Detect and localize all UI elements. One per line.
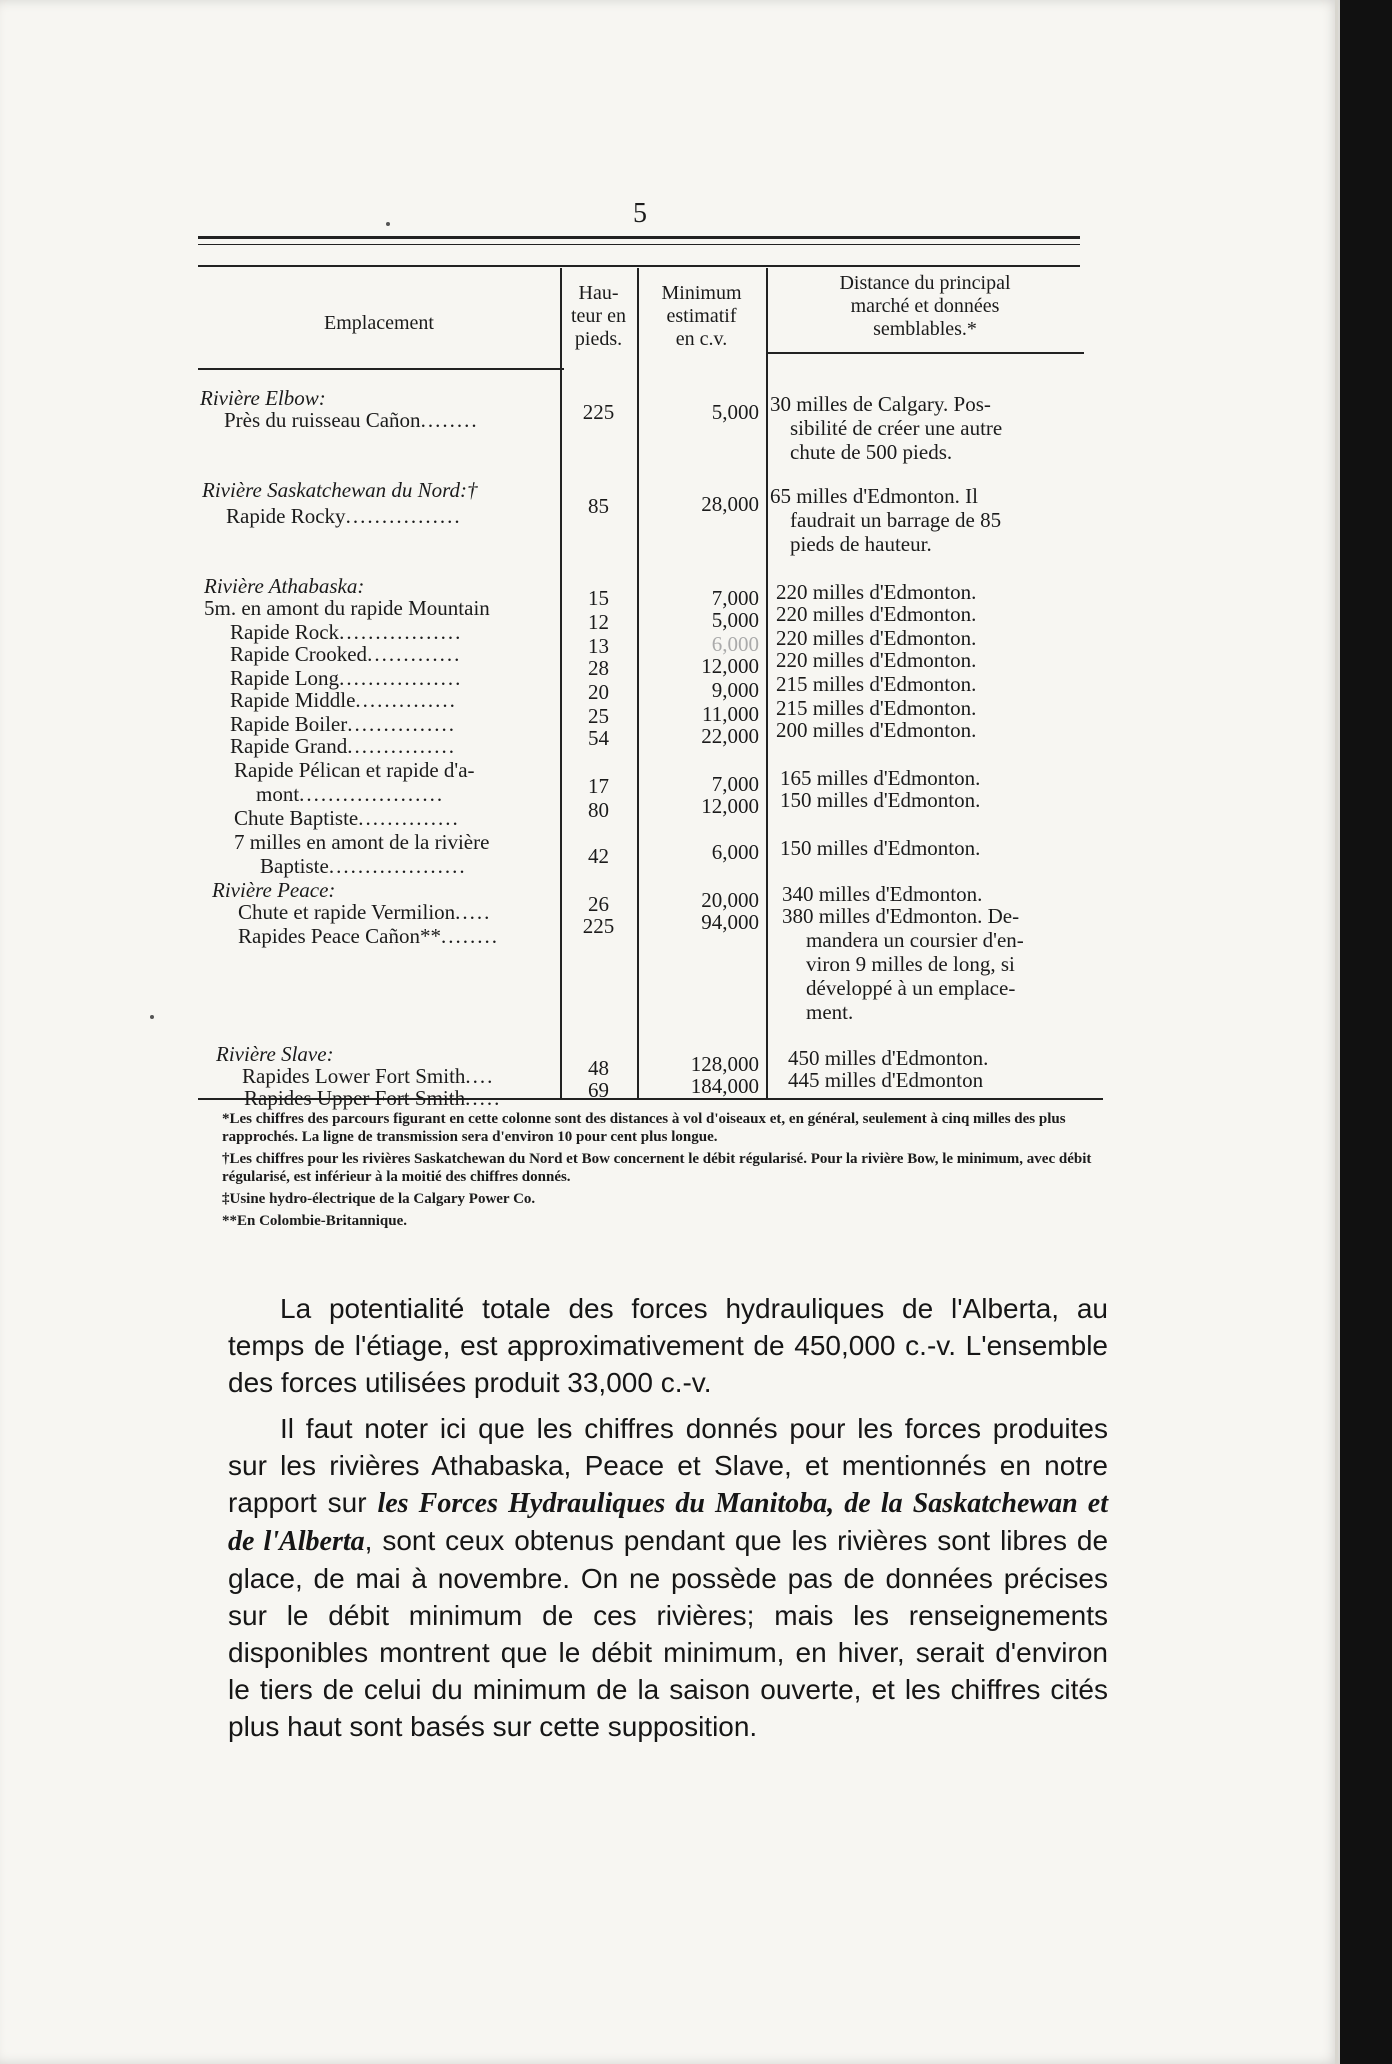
place-cell: Près du ruisseau Cañon........ bbox=[224, 408, 479, 432]
paragraph bbox=[228, 1410, 1108, 1745]
place-cell: Baptiste................... bbox=[260, 854, 467, 878]
distance-cell: sibilité de créer une autre bbox=[790, 416, 1003, 440]
header-bottom-rule bbox=[198, 368, 564, 370]
river-heading: Rivière Elbow: bbox=[200, 386, 326, 410]
header-distance bbox=[766, 272, 1084, 341]
river-heading: Rivière Athabaska: bbox=[204, 574, 365, 598]
page-number: 5 bbox=[633, 198, 647, 229]
height-cell: 20 bbox=[588, 680, 609, 704]
distance-cell: pieds de hauteur. bbox=[790, 532, 932, 556]
place-cell: Rapides Lower Fort Smith.... bbox=[242, 1064, 495, 1088]
table-header-top-rule bbox=[198, 265, 1080, 267]
place-cell: Rapide Pélican et rapide d'a- bbox=[234, 758, 475, 782]
place-name: Rapide Rock bbox=[230, 620, 340, 644]
place-name: Rapide Boiler bbox=[230, 712, 348, 736]
footnote: **En Colombie-Britannique. bbox=[222, 1213, 408, 1229]
header-distance-line: semblables.* bbox=[873, 318, 977, 340]
place-name: Rapide Long bbox=[230, 666, 340, 690]
distance-cell: 65 milles d'Edmonton. Il bbox=[770, 484, 978, 508]
distance-cell: 215 milles d'Edmonton. bbox=[776, 696, 977, 720]
header-distance-line: marché et données bbox=[850, 295, 1000, 317]
footnote: *Les chiffres des parcours figurant en cette colonne sont des distances à vol d'oiseaux et, en général, seulement à cinq milles des plus rapprochés. La ligne de transmission sera d'environ 10 pour cent plus longue. bbox=[222, 1111, 1066, 1145]
height-cell: 225 bbox=[582, 400, 615, 424]
height-cell: 28 bbox=[588, 656, 609, 680]
minimum-cell: 22,000 bbox=[701, 724, 759, 748]
height-cell: 80 bbox=[588, 798, 609, 822]
place-cell: 5m. en amont du rapide Mountain bbox=[204, 596, 490, 620]
distance-cell: 220 milles d'Edmonton. bbox=[776, 648, 977, 672]
footnotes bbox=[222, 1110, 1102, 1234]
paragraph-text: La potentialité totale des forces hydrauliques de l'Alberta, au temps de l'étiage, est approximativement de 450,000 c.-v. L'ensemble des forces utilisées produit 33,000 c.-v. bbox=[228, 1293, 1108, 1398]
height-cell: 48 bbox=[588, 1056, 609, 1080]
paragraph-text: Il faut noter ici que les chiffres donnés pour les forces produites sur les rivières Athabaska, Peace et Slave, et mentionnés en notre rapport sur bbox=[228, 1413, 1108, 1518]
minimum-cell: 6,000 bbox=[711, 840, 759, 864]
header-minimum-line: Minimum bbox=[661, 282, 742, 304]
minimum-cell: 12,000 bbox=[701, 654, 759, 678]
place-name: Rapide Grand bbox=[230, 734, 348, 758]
distance-cell: 150 milles d'Edmonton. bbox=[780, 836, 981, 860]
minimum-cell: 7,000 bbox=[711, 586, 759, 610]
minimum-cell: 5,000 bbox=[711, 400, 759, 424]
place-cell: Rapide Rock................. bbox=[230, 620, 463, 644]
place-name: Baptiste bbox=[260, 854, 329, 878]
footnote: ‡Usine hydro-électrique de la Calgary Power Co. bbox=[222, 1191, 536, 1207]
minimum-cell: 94,000 bbox=[701, 910, 759, 934]
river-heading: Rivière Saskatchewan du Nord:† bbox=[202, 478, 478, 502]
height-cell: 25 bbox=[588, 704, 609, 728]
header-height-line: teur en bbox=[571, 305, 626, 327]
distance-cell: 450 milles d'Edmonton. bbox=[788, 1046, 989, 1070]
place-name: Près du ruisseau Cañon bbox=[224, 408, 421, 432]
distance-cell: 340 milles d'Edmonton. bbox=[782, 882, 983, 906]
distance-cell: chute de 500 pieds. bbox=[790, 440, 953, 464]
place-cell: Rapide Boiler............... bbox=[230, 712, 456, 736]
speck bbox=[386, 222, 390, 226]
place-cell: Rapides Peace Cañon**........ bbox=[238, 924, 499, 948]
header-minimum-line: estimatif bbox=[666, 305, 737, 327]
minimum-cell: 5,000 bbox=[711, 608, 759, 632]
place-name: Rapides Lower Fort Smith bbox=[242, 1064, 466, 1088]
height-cell: 85 bbox=[588, 494, 609, 518]
header-height-line: pieds. bbox=[574, 328, 623, 350]
distance-cell: 220 milles d'Edmonton. bbox=[776, 602, 977, 626]
distance-cell: 445 milles d'Edmonton bbox=[788, 1068, 984, 1092]
minimum-cell: 9,000 bbox=[711, 678, 759, 702]
place-name: Rapide Crooked bbox=[230, 642, 368, 666]
distance-cell: 165 milles d'Edmonton. bbox=[780, 766, 981, 790]
page-edge bbox=[1335, 0, 1338, 2064]
height-cell: 17 bbox=[588, 774, 609, 798]
header-place: Emplacement bbox=[324, 312, 434, 334]
header-minimum bbox=[637, 282, 766, 351]
distance-cell: 30 milles de Calgary. Pos- bbox=[770, 392, 991, 416]
header-minimum-line: en c.v. bbox=[675, 328, 728, 350]
header-height-line: Hau- bbox=[578, 282, 619, 304]
header-height bbox=[560, 282, 637, 351]
minimum-cell: 7,000 bbox=[711, 772, 759, 796]
distance-cell: développé à un emplace- bbox=[806, 976, 1016, 1000]
place-cell: Rapide Crooked............. bbox=[230, 642, 462, 666]
column-divider bbox=[766, 268, 768, 1100]
minimum-cell: 128,000 bbox=[690, 1052, 759, 1076]
header-bottom-rule bbox=[768, 352, 1084, 354]
report-title: les Forces Hydrauliques du Manitoba, de la Saskatchewan et de l'Alberta bbox=[228, 1488, 1108, 1557]
paragraph-text: , sont ceux obtenus pendant que les rivières sont libres de glace, de mai à novembre. On ne possède pas de données précises sur le débit minimum de ces rivières; mais les renseignements disponibles montrent que le débit minimum, en hiver, serait d'environ le tiers de celui du minimum de la saison ouverte, et les chiffres cités plus haut sont basés sur cette supposition. bbox=[228, 1525, 1109, 1742]
place-cell: Rapide Grand............... bbox=[230, 734, 456, 758]
distance-cell: 380 milles d'Edmonton. De- bbox=[782, 904, 1020, 928]
minimum-cell: 11,000 bbox=[702, 702, 759, 726]
table-top-rule-thin bbox=[198, 244, 1080, 245]
place-cell: Rapide Long................. bbox=[230, 666, 463, 690]
distance-cell: faudrait un barrage de 85 bbox=[790, 508, 1002, 532]
place-name: Rapide Middle bbox=[230, 688, 356, 712]
place-cell: mont.................... bbox=[256, 782, 445, 806]
place-name: Chute et rapide Vermilion bbox=[238, 900, 456, 924]
distance-cell: ment. bbox=[806, 1000, 854, 1024]
place-name: Chute Baptiste bbox=[234, 806, 359, 830]
distance-cell: mandera un coursier d'en- bbox=[806, 928, 1024, 952]
height-cell: 69 bbox=[588, 1078, 609, 1102]
place-name: Rapides Peace Cañon** bbox=[238, 924, 441, 948]
height-cell: 42 bbox=[588, 844, 609, 868]
height-cell: 13 bbox=[588, 634, 609, 658]
place-cell: Chute et rapide Vermilion..... bbox=[238, 900, 492, 924]
header-distance-line: Distance du principal bbox=[839, 272, 1011, 294]
height-cell: 54 bbox=[588, 726, 609, 750]
place-cell: Rapides Upper Fort Smith..... bbox=[244, 1086, 502, 1110]
place-cell: Rapide Rocky................ bbox=[226, 504, 462, 528]
distance-cell: 220 milles d'Edmonton. bbox=[776, 626, 977, 650]
height-cell: 12 bbox=[588, 610, 609, 634]
height-cell: 26 bbox=[588, 892, 609, 916]
distance-cell: 200 milles d'Edmonton. bbox=[776, 718, 977, 742]
place-name: Rapides Upper Fort Smith bbox=[244, 1086, 466, 1110]
river-heading: Rivière Slave: bbox=[216, 1042, 334, 1066]
footnote: †Les chiffres pour les rivières Saskatchewan du Nord et Bow concernent le débit régularisé. Pour la rivière Bow, le minimum, avec débit régularisé, est inférieur à la moitié des chiffres donnés. bbox=[222, 1151, 1092, 1185]
place-name: Rapide Rocky bbox=[226, 504, 346, 528]
place-cell: Rapide Middle.............. bbox=[230, 688, 457, 712]
river-heading: Rivière Peace: bbox=[212, 878, 336, 902]
minimum-cell: 28,000 bbox=[701, 492, 759, 516]
distance-cell: viron 9 milles de long, si bbox=[806, 952, 1015, 976]
minimum-cell: 6,000 bbox=[711, 632, 759, 656]
minimum-cell: 20,000 bbox=[701, 888, 759, 912]
minimum-cell: 184,000 bbox=[690, 1074, 759, 1098]
distance-cell: 215 milles d'Edmonton. bbox=[776, 672, 977, 696]
place-name: mont bbox=[256, 782, 300, 806]
table-top-rule bbox=[198, 236, 1080, 239]
speck bbox=[150, 1015, 154, 1019]
minimum-cell: 12,000 bbox=[701, 794, 759, 818]
height-cell: 15 bbox=[588, 586, 609, 610]
place-cell: 7 milles en amont de la rivière bbox=[234, 830, 490, 854]
paragraph bbox=[228, 1290, 1108, 1401]
distance-cell: 220 milles d'Edmonton. bbox=[776, 580, 977, 604]
place-cell: Chute Baptiste.............. bbox=[234, 806, 460, 830]
height-cell: 225 bbox=[582, 914, 615, 938]
distance-cell: 150 milles d'Edmonton. bbox=[780, 788, 981, 812]
